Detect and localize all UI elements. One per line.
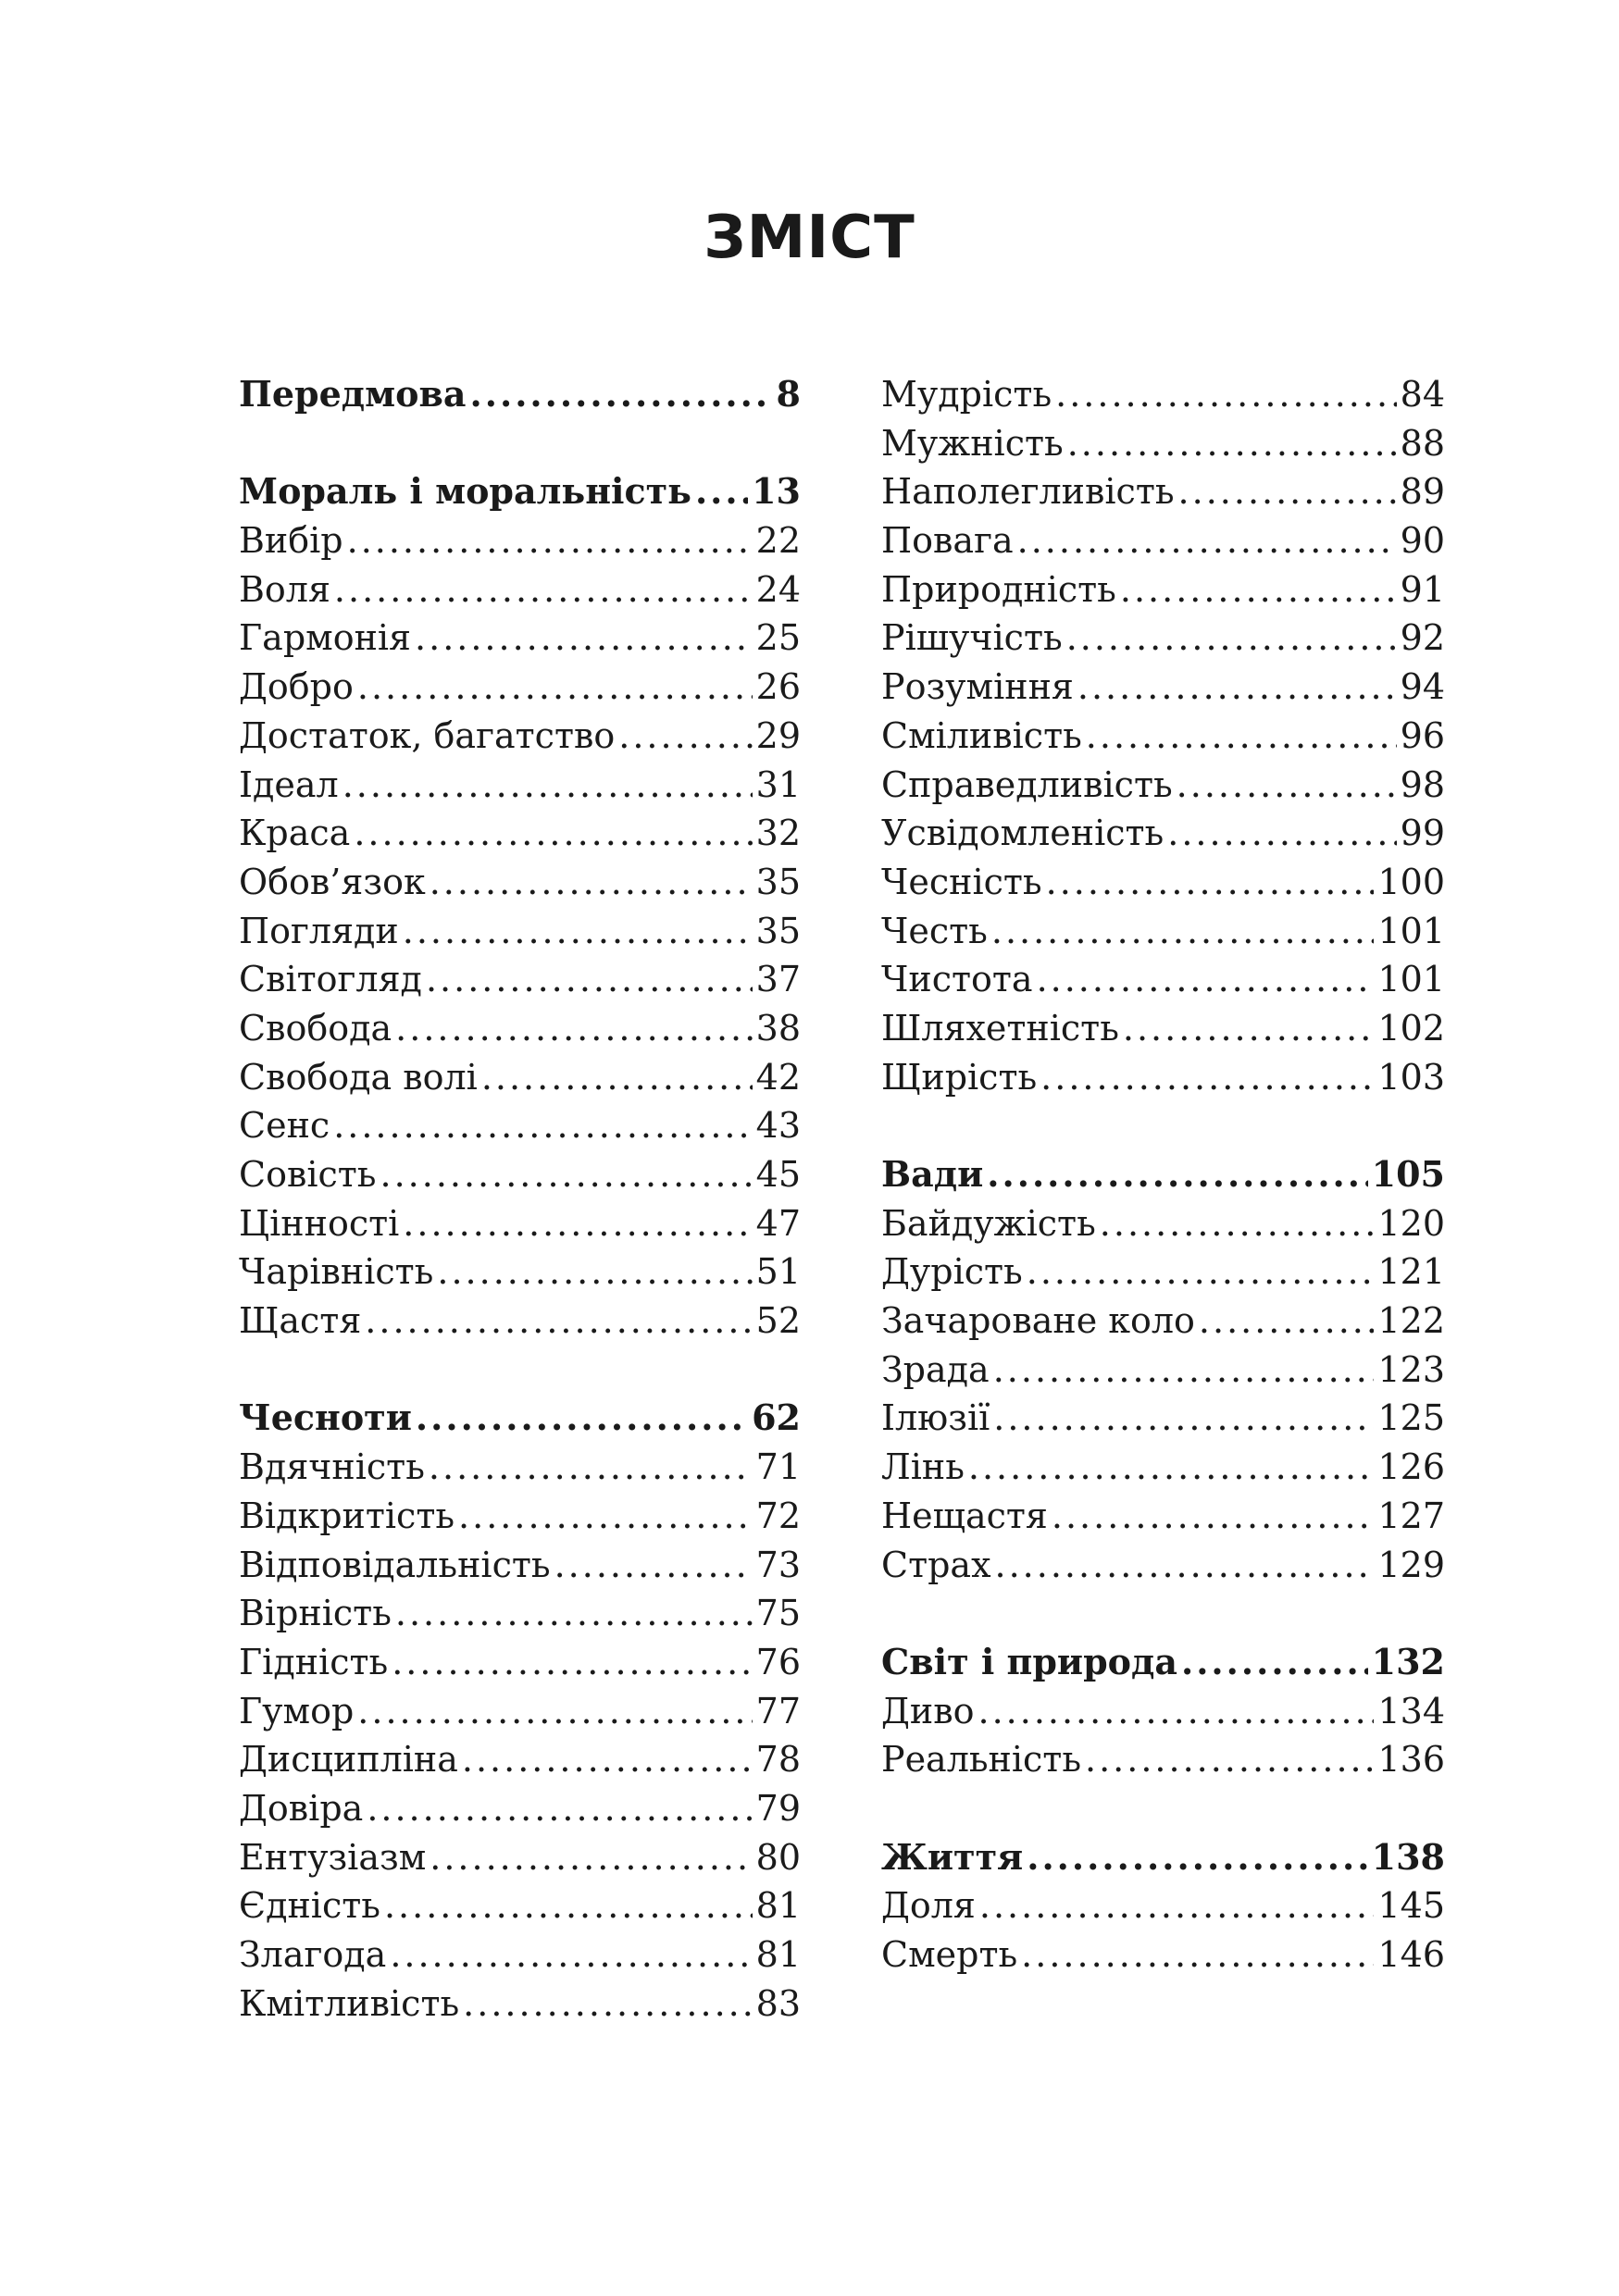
dot-leader <box>1040 1053 1374 1102</box>
dot-leader <box>380 1150 753 1199</box>
toc-entry-title: Повага <box>881 520 1014 562</box>
dot-leader <box>1046 858 1375 907</box>
toc-page-number: 81 <box>755 1934 801 1975</box>
toc-section-heading[interactable] <box>239 370 801 419</box>
toc-entry[interactable] <box>881 1394 1445 1443</box>
dot-leader <box>1086 712 1397 761</box>
toc-entry[interactable] <box>881 614 1445 663</box>
toc-entry[interactable] <box>239 663 801 712</box>
dot-leader <box>991 907 1375 956</box>
toc-entry[interactable] <box>881 1881 1445 1930</box>
dot-leader <box>403 1199 752 1248</box>
toc-page-number: 92 <box>1400 617 1445 659</box>
dot-leader <box>470 370 773 419</box>
toc-entry-title: Чарівність <box>239 1251 434 1293</box>
toc-entry-title: Щастя <box>239 1300 362 1342</box>
toc-entry-title: Вірність <box>239 1593 392 1634</box>
dot-leader <box>429 1443 753 1492</box>
dot-leader <box>1052 1492 1375 1541</box>
dot-leader <box>1066 614 1397 663</box>
toc-page-number: 52 <box>755 1300 801 1342</box>
dot-leader <box>1037 955 1375 1004</box>
toc-entry-title: Гідність <box>239 1641 389 1682</box>
toc-page-number: 81 <box>755 1885 801 1927</box>
dot-leader <box>367 1784 752 1833</box>
toc-entry-title: Чесноти <box>239 1396 412 1439</box>
toc-entry[interactable] <box>239 1881 801 1930</box>
toc-entry[interactable] <box>881 1053 1445 1102</box>
toc-page-number: 127 <box>1377 1495 1445 1536</box>
toc-entry-title: Мужність <box>881 422 1064 464</box>
toc-page-number: 90 <box>1400 520 1445 562</box>
toc-page-number: 80 <box>755 1836 801 1878</box>
toc-page-number: 76 <box>755 1641 801 1682</box>
dot-leader <box>1123 1004 1375 1053</box>
toc-entry-title: Страх <box>881 1544 991 1585</box>
dot-leader <box>1085 1735 1374 1784</box>
dot-leader <box>554 1541 753 1590</box>
toc-entry-title: Лінь <box>881 1446 965 1488</box>
dot-leader <box>342 761 753 810</box>
toc-entry[interactable] <box>239 1004 801 1053</box>
section-spacer <box>881 1784 1445 1833</box>
toc-page-number: 35 <box>755 861 801 902</box>
toc-page-number: 35 <box>755 910 801 951</box>
dot-leader <box>1120 565 1397 614</box>
toc-entry-title: Свобода волі <box>239 1056 478 1098</box>
dot-leader <box>1021 1930 1374 1980</box>
toc-entry[interactable] <box>239 516 801 565</box>
toc-page-number: 120 <box>1377 1202 1445 1244</box>
dot-leader <box>968 1443 1375 1492</box>
dot-leader <box>395 1589 753 1638</box>
toc-entry[interactable] <box>881 1346 1445 1395</box>
toc-entry[interactable] <box>239 1784 801 1833</box>
toc-entry-title: Диво <box>881 1690 975 1731</box>
dot-leader <box>1167 809 1396 858</box>
dot-leader <box>987 1150 1367 1199</box>
toc-entry[interactable] <box>239 1150 801 1199</box>
toc-entry-title: Вибір <box>239 520 343 562</box>
toc-entry-title: Чесність <box>881 861 1042 902</box>
toc-entry[interactable] <box>239 1735 801 1784</box>
page-title: ЗМІСТ <box>704 204 915 272</box>
dot-leader <box>415 614 753 663</box>
toc-entry-title: Добро <box>239 666 354 708</box>
toc-column-left <box>239 370 801 2028</box>
toc-entry-title: Чистота <box>881 959 1033 1000</box>
toc-entry[interactable] <box>239 1833 801 1882</box>
toc-entry-title: Цінності <box>239 1202 400 1244</box>
dot-leader <box>395 1004 752 1053</box>
toc-entry[interactable] <box>239 907 801 956</box>
toc-entry[interactable] <box>881 663 1445 712</box>
toc-entry[interactable] <box>239 614 801 663</box>
dot-leader <box>463 1980 752 2029</box>
toc-entry-title: Світогляд <box>239 959 422 1000</box>
toc-entry[interactable] <box>881 419 1445 468</box>
toc-page-number: 43 <box>755 1105 801 1147</box>
toc-entry-title: Наполегливість <box>881 471 1175 513</box>
toc-entry[interactable] <box>881 565 1445 614</box>
toc-page-number: 8 <box>776 373 801 415</box>
toc-entry[interactable] <box>239 955 801 1004</box>
toc-page-number: 75 <box>755 1593 801 1634</box>
toc-entry-title: Краса <box>239 813 351 854</box>
toc-entry[interactable] <box>239 1053 801 1102</box>
toc-entry[interactable] <box>239 1297 801 1346</box>
dot-leader <box>403 907 753 956</box>
dot-leader <box>334 565 753 614</box>
toc-entry[interactable] <box>239 1247 801 1297</box>
toc-entry[interactable] <box>239 1443 801 1492</box>
toc-entry[interactable] <box>239 809 801 858</box>
toc-page-number: 62 <box>752 1396 801 1439</box>
toc-section-heading[interactable] <box>881 1150 1445 1199</box>
dot-leader <box>1177 761 1397 810</box>
dot-leader <box>993 1346 1375 1395</box>
toc-entry-title: Зачароване коло <box>881 1300 1195 1342</box>
toc-page-number: 101 <box>1377 959 1445 1000</box>
dot-leader <box>392 1638 752 1687</box>
toc-entry[interactable] <box>881 955 1445 1004</box>
dot-leader <box>1100 1199 1375 1248</box>
section-spacer <box>881 1589 1445 1638</box>
toc-entry[interactable] <box>239 1980 801 2029</box>
toc-entry-title: Природність <box>881 568 1116 610</box>
toc-page-number: 72 <box>755 1495 801 1536</box>
toc-entry[interactable] <box>239 1687 801 1736</box>
dot-leader <box>1017 516 1397 565</box>
toc-entry[interactable] <box>881 809 1445 858</box>
dot-leader <box>333 1101 752 1150</box>
toc-page-number: 79 <box>755 1787 801 1829</box>
toc-section-heading[interactable] <box>881 1638 1445 1687</box>
dot-leader <box>993 1394 1374 1443</box>
toc-entry-title: Рішучість <box>881 617 1063 659</box>
toc-page-number: 51 <box>755 1251 801 1293</box>
toc-entry[interactable] <box>239 1589 801 1638</box>
toc-entry-title: Дисципліна <box>239 1739 458 1781</box>
dot-leader <box>978 1687 1375 1736</box>
toc-entry-title: Реальність <box>881 1739 1082 1781</box>
toc-entry-title: Сенс <box>239 1105 330 1147</box>
toc-entry-title: Справедливість <box>881 763 1173 805</box>
toc-page-number: 77 <box>755 1690 801 1731</box>
toc-entry[interactable] <box>239 1199 801 1248</box>
toc-entry[interactable] <box>881 712 1445 761</box>
dot-leader <box>695 467 748 516</box>
toc-entry-title: Доля <box>881 1885 976 1927</box>
toc-entry[interactable] <box>881 516 1445 565</box>
toc-page-number: 38 <box>755 1007 801 1049</box>
toc-entry[interactable] <box>881 1247 1445 1297</box>
toc-page-number: 25 <box>755 617 801 659</box>
toc-page-number: 13 <box>752 470 801 513</box>
toc-entry-title: Ілюзії <box>881 1397 990 1439</box>
toc-page-number: 105 <box>1371 1153 1445 1195</box>
dot-leader <box>979 1881 1375 1930</box>
toc-entry-title: Відповідальність <box>239 1544 551 1585</box>
toc-page-number: 22 <box>755 520 801 562</box>
toc-entry[interactable] <box>881 1492 1445 1541</box>
dot-leader <box>430 1833 752 1882</box>
toc-entry-title: Злагода <box>239 1934 387 1975</box>
toc-page-number: 96 <box>1400 714 1445 756</box>
toc-page-number: 138 <box>1371 1835 1445 1878</box>
toc-page-number: 91 <box>1400 568 1445 610</box>
toc-entry-title: Дурість <box>881 1251 1023 1293</box>
toc-entry-title: Усвідомленість <box>881 813 1164 854</box>
toc-entry-title: Сміливість <box>881 714 1082 756</box>
toc-entry[interactable] <box>881 907 1445 956</box>
toc-entry[interactable] <box>239 1930 801 1980</box>
toc-page-number: 24 <box>755 568 801 610</box>
toc-entry-title: Ентузіазм <box>239 1836 427 1878</box>
toc-page-number: 78 <box>755 1739 801 1781</box>
toc-entry[interactable] <box>239 1101 801 1150</box>
dot-leader <box>354 809 752 858</box>
section-spacer <box>239 1346 801 1395</box>
dot-leader <box>995 1541 1375 1590</box>
dot-leader <box>1181 1638 1368 1687</box>
dot-leader <box>1178 467 1397 516</box>
dot-leader <box>1055 370 1397 419</box>
toc-page-number: 122 <box>1377 1300 1445 1342</box>
toc-page-number: 102 <box>1377 1007 1445 1049</box>
toc-page-number: 136 <box>1377 1739 1445 1781</box>
dot-leader <box>1067 419 1397 468</box>
toc-entry-title: Гармонія <box>239 617 412 659</box>
toc-page-number: 89 <box>1400 471 1445 513</box>
toc-entry-title: Кмітливість <box>239 1982 460 2024</box>
toc-page-number: 88 <box>1400 422 1445 464</box>
section-spacer <box>881 1101 1445 1150</box>
toc-page-number: 73 <box>755 1544 801 1585</box>
toc-entry[interactable] <box>239 858 801 907</box>
toc-entry[interactable] <box>881 1004 1445 1053</box>
toc-entry[interactable] <box>239 761 801 810</box>
toc-entry-title: Довіра <box>239 1787 364 1829</box>
toc-entry[interactable] <box>239 712 801 761</box>
toc-page-number: 99 <box>1400 813 1445 854</box>
toc-entry[interactable] <box>881 858 1445 907</box>
toc-page-number: 32 <box>755 813 801 854</box>
toc-entry[interactable] <box>239 1638 801 1687</box>
toc-page-number: 126 <box>1377 1446 1445 1488</box>
toc-page-number: 121 <box>1377 1251 1445 1293</box>
dot-leader <box>384 1881 753 1930</box>
toc-entry[interactable] <box>881 1199 1445 1248</box>
toc-entry-title: Достаток, багатство <box>239 714 616 756</box>
toc-entry-title: Ідеал <box>239 763 339 805</box>
dot-leader <box>1077 663 1397 712</box>
toc-entry-title: Обов’язок <box>239 861 426 902</box>
toc-entry-title: Єдність <box>239 1885 380 1927</box>
toc-entry[interactable] <box>881 370 1445 419</box>
toc-entry[interactable] <box>239 1541 801 1590</box>
toc-page-number: 103 <box>1377 1056 1445 1098</box>
dot-leader <box>430 858 753 907</box>
dot-leader <box>618 712 752 761</box>
toc-page-number: 129 <box>1377 1544 1445 1585</box>
toc-column-right <box>881 370 1445 1980</box>
toc-entry-title: Мораль і моральність <box>239 470 691 513</box>
toc-entry-title: Передмова <box>239 373 467 415</box>
toc-entry-title: Нещастя <box>881 1495 1048 1536</box>
toc-page-number: 42 <box>755 1056 801 1098</box>
toc-entry[interactable] <box>881 1443 1445 1492</box>
toc-section-heading[interactable] <box>239 467 801 516</box>
toc-section-heading[interactable] <box>881 1833 1445 1882</box>
toc-page-number: 100 <box>1377 861 1445 902</box>
toc-entry[interactable] <box>881 1297 1445 1346</box>
toc-page-number: 71 <box>755 1446 801 1488</box>
toc-page-number: 98 <box>1400 763 1445 805</box>
dot-leader <box>481 1053 753 1102</box>
toc-entry[interactable] <box>881 1735 1445 1784</box>
toc-page-number: 123 <box>1377 1348 1445 1390</box>
toc-page-number: 31 <box>755 763 801 805</box>
dot-leader <box>357 663 753 712</box>
toc-entry-title: Життя <box>881 1835 1024 1878</box>
toc-entry-title: Байдужість <box>881 1202 1096 1244</box>
toc-entry-title: Зрада <box>881 1348 990 1390</box>
toc-page-number: 84 <box>1400 374 1445 415</box>
toc-entry-title: Честь <box>881 910 988 951</box>
toc-page-number: 26 <box>755 666 801 708</box>
toc-entry-title: Розуміння <box>881 666 1074 708</box>
dot-leader <box>347 516 753 565</box>
toc-entry-title: Вади <box>881 1153 984 1195</box>
dot-leader <box>1027 1247 1375 1297</box>
dot-leader <box>458 1492 753 1541</box>
toc-page-number: 101 <box>1377 910 1445 951</box>
toc-page-number: 125 <box>1377 1397 1445 1439</box>
toc-entry[interactable] <box>881 761 1445 810</box>
dot-leader <box>357 1687 752 1736</box>
section-spacer <box>239 419 801 468</box>
toc-entry[interactable] <box>881 1930 1445 1980</box>
toc-entry-title: Щирість <box>881 1056 1038 1098</box>
toc-entry-title: Воля <box>239 568 330 610</box>
toc-entry-title: Відкритість <box>239 1495 455 1536</box>
toc-section-heading[interactable] <box>239 1394 801 1443</box>
toc-entry[interactable] <box>881 467 1445 516</box>
toc-entry[interactable] <box>239 565 801 614</box>
toc-page-number: 134 <box>1377 1690 1445 1731</box>
toc-page-number: 37 <box>755 959 801 1000</box>
toc-entry-title: Світ і природа <box>881 1640 1177 1682</box>
toc-page-number: 29 <box>755 714 801 756</box>
toc-entry-title: Вдячність <box>239 1446 425 1488</box>
dot-leader <box>1199 1297 1375 1346</box>
toc-page-number: 47 <box>755 1202 801 1244</box>
dot-leader <box>416 1394 748 1443</box>
toc-entry[interactable] <box>881 1687 1445 1736</box>
dot-leader <box>1027 1833 1367 1882</box>
toc-entry-title: Свобода <box>239 1007 392 1049</box>
toc-page-number: 94 <box>1400 666 1445 708</box>
dot-leader <box>462 1735 753 1784</box>
toc-entry-title: Совість <box>239 1154 377 1195</box>
toc-entry-title: Погляди <box>239 910 399 951</box>
toc-page-number: 145 <box>1377 1885 1445 1927</box>
toc-page-number: 146 <box>1377 1934 1445 1975</box>
toc-page-number: 45 <box>755 1154 801 1195</box>
toc-entry-title: Шляхетність <box>881 1007 1119 1049</box>
toc-entry-title: Мудрість <box>881 374 1052 415</box>
dot-leader <box>437 1247 752 1297</box>
dot-leader <box>390 1930 752 1980</box>
toc-entry-title: Смерть <box>881 1934 1018 1975</box>
toc-entry[interactable] <box>881 1541 1445 1590</box>
toc-page-number: 132 <box>1371 1640 1445 1682</box>
dot-leader <box>426 955 753 1004</box>
toc-entry[interactable] <box>239 1492 801 1541</box>
dot-leader <box>365 1297 752 1346</box>
toc-entry-title: Гумор <box>239 1690 355 1731</box>
toc-page-number: 83 <box>755 1982 801 2024</box>
